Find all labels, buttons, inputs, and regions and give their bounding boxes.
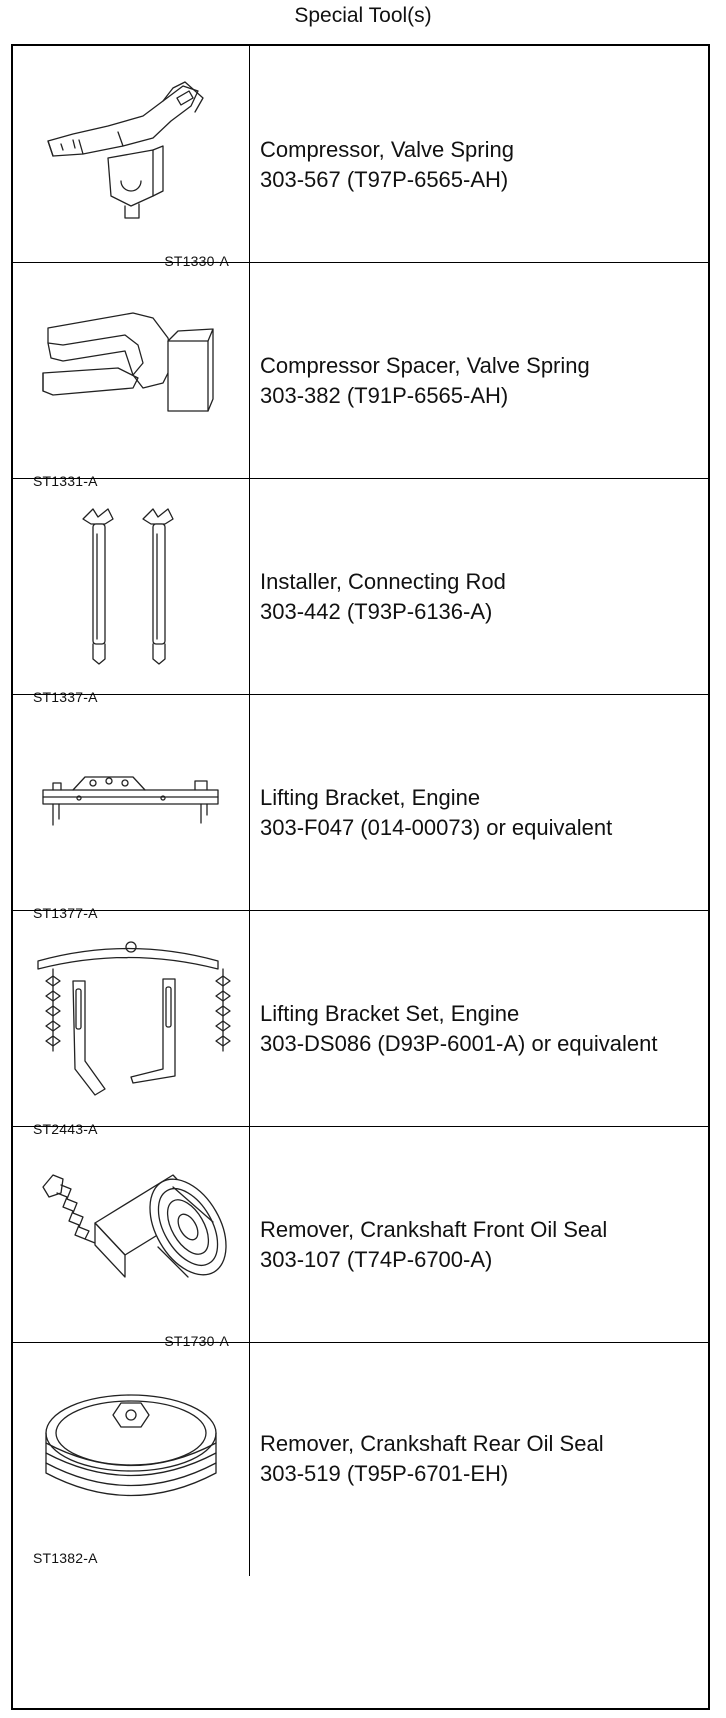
tool-name: Remover, Crankshaft Rear Oil Seal	[260, 1431, 604, 1456]
tool-illustration-cell	[13, 911, 250, 1147]
engine-lifting-bracket-icon	[13, 695, 250, 932]
tool-image-code: ST1331-A	[33, 473, 98, 489]
table-row	[13, 46, 708, 283]
tool-image-code: ST1330-A	[164, 253, 229, 269]
tool-part-number: 303-442 (T93P-6136-A)	[260, 599, 493, 624]
table-row	[13, 1342, 708, 1708]
tool-image-code: ST1337-A	[33, 689, 98, 705]
tool-name: Lifting Bracket, Engine	[260, 785, 481, 810]
tool-part-number: 303-519 (T95P-6701-EH)	[260, 1461, 509, 1486]
tool-description	[260, 783, 612, 843]
tool-part-number: 303-567 (T97P-6565-AH)	[260, 166, 509, 192]
table-row	[13, 478, 708, 715]
table-row	[13, 262, 708, 499]
tool-illustration-cell	[13, 1343, 250, 1576]
tool-part-number: 303-F047 (014-00073) or equivalent	[260, 815, 613, 840]
tool-description	[260, 135, 514, 195]
special-tools-table	[11, 44, 710, 1710]
lifting-bracket-set-icon	[13, 911, 250, 1148]
tool-image-code: ST2443-A	[33, 1121, 98, 1137]
tool-illustration-cell	[13, 1127, 250, 1363]
tool-part-number: 303-382 (T91P-6565-AH)	[260, 383, 509, 408]
tool-description	[260, 1429, 604, 1489]
tool-description	[260, 567, 506, 627]
table-row	[13, 910, 708, 1147]
tool-description	[260, 1215, 607, 1275]
table-row	[13, 694, 708, 931]
tool-name: Lifting Bracket Set, Engine	[260, 1001, 520, 1026]
tool-illustration-cell	[13, 263, 250, 499]
tool-name: Compressor Spacer, Valve Spring	[260, 353, 590, 378]
tool-image-code: ST1377-A	[33, 905, 98, 921]
tool-image-code: ST1730-A	[164, 1333, 229, 1349]
connecting-rod-installer-icon	[13, 479, 250, 716]
rear-oil-seal-remover-icon	[13, 1343, 250, 1576]
tool-part-number: 303-107 (T74P-6700-A)	[260, 1247, 493, 1272]
tool-illustration-cell	[13, 46, 250, 283]
tool-part-number: 303-DS086 (D93P-6001-A) or equivalent	[260, 1031, 658, 1056]
valve-spring-compressor-icon	[13, 46, 250, 283]
tool-name: Compressor, Valve Spring	[260, 136, 514, 162]
tool-illustration-cell	[13, 695, 250, 931]
tool-image-code: ST1382-A	[33, 1550, 98, 1566]
table-row	[13, 1126, 708, 1363]
tool-illustration-cell	[13, 479, 250, 715]
tool-description	[260, 351, 590, 411]
tool-description	[260, 999, 657, 1059]
front-oil-seal-remover-icon	[13, 1127, 250, 1364]
compressor-spacer-icon	[13, 263, 250, 500]
page-title: Special Tool(s)	[294, 4, 432, 27]
tool-name: Remover, Crankshaft Front Oil Seal	[260, 1217, 608, 1242]
tool-name: Installer, Connecting Rod	[260, 569, 506, 594]
